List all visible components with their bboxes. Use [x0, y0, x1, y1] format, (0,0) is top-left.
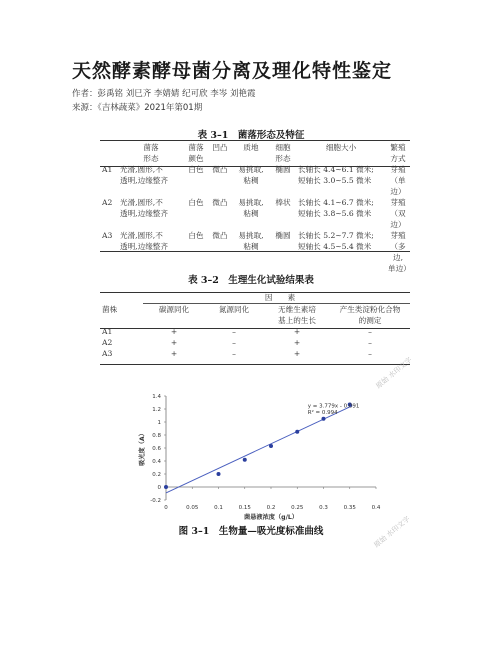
table-cell: A3 [102, 231, 113, 240]
trendline-equation: y = 3.779x - 0.091 [307, 403, 360, 410]
table-cell: A3 [102, 349, 113, 358]
x-tick-label: 0.15 [238, 505, 251, 511]
y-tick-label: 1 [157, 420, 161, 426]
table-header-cell: 产生类淀粉化合物 的测定 [339, 305, 401, 325]
y-tick-label: 0.2 [152, 472, 161, 478]
y-tick-label: 1.4 [152, 394, 161, 400]
table-cell: 长轴长 4.1~6.7 微米; 短轴长 3.8~5.6 微米 [298, 198, 374, 218]
table-cell: 微凸 [212, 165, 228, 174]
x-axis-label: 菌悬液浓度（g/L） [244, 514, 298, 521]
x-tick-label: 0.3 [319, 505, 328, 511]
table-cell: – [368, 327, 372, 336]
table-cell: 易挑取, 粘稠 [238, 231, 264, 251]
table-cell: 芽殖 （双边） [390, 198, 406, 229]
source: 来源：《吉林蔬菜》2021年第01期 [72, 103, 203, 113]
authors: 作者：彭禹铭 刘巳齐 李婧婧 纪可欣 李岑 刘艳霞 [72, 89, 256, 99]
table-cell: 长轴长 4.4~6.1 微米; 短轴长 3.0~5.5 微米 [298, 165, 374, 185]
data-point [322, 417, 326, 421]
data-point [295, 430, 299, 434]
table-cell: + [293, 349, 301, 358]
x-tick-label: 0.1 [214, 505, 223, 511]
y-tick-label: 0.8 [152, 433, 161, 439]
data-point [243, 458, 247, 462]
data-point [269, 444, 273, 448]
y-tick-label: 0 [157, 485, 161, 491]
table-cell: 易挑取, 粘稠 [238, 198, 264, 218]
y-tick-label: -0.2 [150, 498, 161, 504]
y-tick-label: 0.6 [152, 446, 161, 452]
y-tick-label: 0.4 [152, 459, 161, 465]
table-header-cell: 菌株 [102, 305, 118, 314]
table-cell: 芽殖 （多边, 单边） [388, 231, 411, 273]
x-tick-label: 0.35 [343, 505, 356, 511]
table-cell: – [232, 327, 236, 336]
table-cell: + [293, 338, 301, 347]
table-cell: 光滑,圆形,不 透明,边缘整齐 [120, 165, 168, 185]
table-header-cell: 菌落 颜色 [188, 143, 204, 163]
table-cell: 微凸 [212, 231, 228, 240]
table-header-cell: 无维生素培 基上的生长 [278, 305, 316, 325]
table-cell: 棒状 [275, 198, 291, 207]
table-header-cell: 碳源同化 [158, 305, 190, 314]
figure-caption: 图 3–1 生物量—吸光度标准曲线 [178, 526, 324, 537]
table-cell: 光滑,圆形,不 透明,边缘整齐 [120, 231, 168, 251]
r-squared: R² = 0.994 [307, 410, 338, 417]
table-header-cell: 质地 [243, 143, 259, 152]
table-cell: A2 [102, 198, 113, 207]
table-cell: + [293, 327, 301, 336]
y-tick-label: 1.2 [152, 407, 161, 413]
table-cell: + [170, 349, 178, 358]
watermark: 原始 水印文字 [374, 355, 414, 391]
y-axis-label: 吸光度（A） [139, 430, 146, 466]
table-cell: – [232, 349, 236, 358]
table-header-cell: 菌落 形态 [143, 143, 159, 163]
table-cell: + [170, 338, 178, 347]
table-cell: 白色 [188, 231, 204, 240]
table-cell: A1 [102, 165, 113, 174]
table-header-cell: 细胞 形态 [275, 143, 291, 163]
table-cell: 长轴长 5.2~7.7 微米; 短轴长 4.5~5.4 微米 [298, 231, 374, 251]
table2-caption: 表 3–2 生理生化试验结果表 [188, 275, 314, 286]
table-cell: 光滑,圆形,不 透明,边缘整齐 [120, 198, 168, 218]
data-point [164, 485, 168, 489]
table2-group-header: 因 素 [264, 293, 296, 302]
table-cell: 椭圆 [275, 165, 291, 174]
x-tick-label: 0.25 [291, 505, 304, 511]
table-cell: – [368, 338, 372, 347]
table1-caption: 表 3–1 菌落形态及特征 [197, 130, 305, 141]
table-cell: + [170, 327, 178, 336]
table-cell: A1 [102, 327, 113, 336]
table-header-cell: 氮源同化 [218, 305, 250, 314]
x-tick-label: 0.4 [371, 505, 381, 511]
table-cell: A2 [102, 338, 113, 347]
table-header-cell: 繁殖 方式 [390, 143, 406, 163]
table-cell: 芽殖 （单边） [390, 165, 406, 196]
table-header-cell: 细胞大小 [325, 143, 357, 152]
article-title: 天然酵素酵母菌分离及理化特性鉴定 [72, 60, 393, 82]
table-cell: 椭圆 [275, 231, 291, 240]
table-cell: 微凸 [212, 198, 228, 207]
watermark: 原始 水印文字 [372, 514, 412, 550]
x-tick-label: 0 [164, 505, 168, 511]
table-cell: 易挑取, 粘稠 [238, 165, 264, 185]
table-cell: 白色 [188, 165, 204, 174]
table-cell: – [232, 338, 236, 347]
x-tick-label: 0.05 [186, 505, 199, 511]
data-point [217, 472, 221, 476]
x-tick-label: 0.2 [266, 505, 276, 511]
table-cell: 白色 [188, 198, 204, 207]
table-header-cell: 凹凸 [212, 143, 228, 152]
table-cell: – [368, 349, 372, 358]
